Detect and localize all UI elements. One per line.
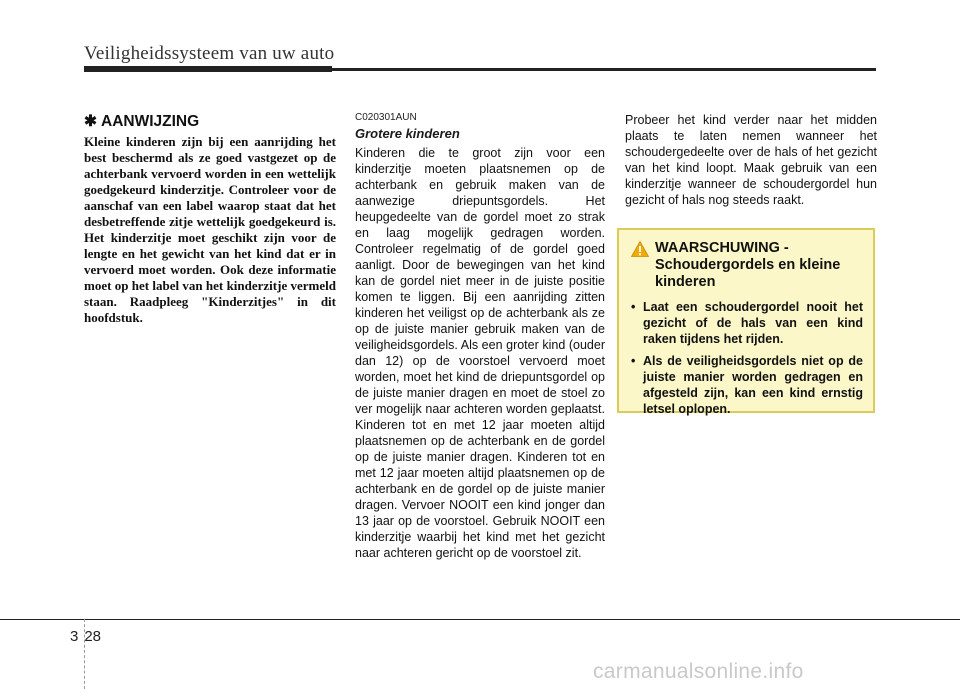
section-body: Kinderen die te groot zijn voor een kinderzitje moeten plaatsnemen op de achterbank en gebruik maken van de aanwezige driepuntsgordels. Het heupgedeelte van de gordel moet zo strak en laag mogelijk gedragen worden. Controleer regelmatig of de gordel goed aanligt. Door de bewegingen van het kind kan de gordel niet meer in de juiste positie komen te liggen. Bij een aanrijding zitten kinderen het veiligst op de achterbank als ze op de juiste manier gebruik maken van de veiligheidsgordels. Als een groter kind (ouder dan 12) op de voorstoel vervoerd moet worden, moet het kind de driepuntsgordel op de juiste manier dragen en moet de stoel zo ver mogelijk naar achteren worden geplaatst. Kinderen tot en met 12 jaar moeten altijd plaatsnemen op de achterbank en de gordel op de juiste manier dragen. Kinderen tot en met 12 jaar moeten altijd plaatsnemen op de achterbank en de gordel op de juiste manier dragen. Vervoer NOOIT een kind jonger dan 13 jaar op de voorstoel. Gebruik NOOIT een kinderzitje waarbij het kind met het gezicht naar achteren gericht op de voorstoel zit. [355, 146, 605, 560]
warning-list [629, 299, 863, 417]
section-column [355, 112, 605, 561]
chapter-number: 3 [70, 628, 79, 645]
section-heading: Grotere kinderen [355, 126, 460, 141]
notice-column [84, 112, 336, 326]
page-number-value: 28 [84, 628, 102, 645]
warning-box [617, 228, 875, 416]
star-icon: ✱ [84, 113, 97, 130]
continued-column [625, 112, 877, 208]
warning-item: • Als de veiligheidsgordels niet op de juiste manier worden gedragen en afgesteld zijn, kan een kind ernstig letsel oplopen. [629, 353, 863, 417]
notice-title-text: AANWIJZING [101, 113, 200, 130]
notice-body: Kleine kinderen zijn bij een aanrijding het best beschermd als ze goed vastgezet op de achterbank vervoerd worden in een wettelijk goedgekeurd kinderzitje. Controleer voor de aanschaf van een label waarop staat dat het desbetreffende zitje wettelijk goedgekeurd is. Het kinderzitje moet geschikt zijn voor de lengte en het gewicht van het kind dat er in vervoerd moet worden. Ook deze informatie moet op het label van het kinderzitje vermeld staan. Raadpleeg "Kinderzitjes" in dit hoofdstuk. [84, 134, 336, 325]
page-header-title: Veiligheidssysteem van uw auto [84, 43, 335, 64]
page-number [70, 628, 101, 645]
section-body-continued: Probeer het kind verder naar het midden plaats te laten nemen wanneer het schoudergedeelte over de hals of het gezicht van het kind loopt. Maak gebruik van een kinderzitje wanneer de schoudergordel hun gezicht of hals nog steeds raakt. [625, 113, 877, 207]
section-code: C020301AUN [355, 112, 417, 123]
warning-title: WAARSCHUWING - [655, 240, 789, 256]
warning-subtitle: Schoudergordels en kleine kinderen [655, 257, 841, 290]
warning-item: • Laat een schoudergordel nooit het gezicht of de hals van een kind raken tijdens het rijden. [629, 299, 863, 347]
footer-rule [0, 619, 960, 620]
header-rule-accent [84, 66, 332, 72]
warning-triangle-icon [631, 241, 649, 257]
watermark: carmanualsonline.info [593, 660, 804, 683]
warning-header [629, 240, 863, 257]
notice-title [84, 112, 336, 131]
